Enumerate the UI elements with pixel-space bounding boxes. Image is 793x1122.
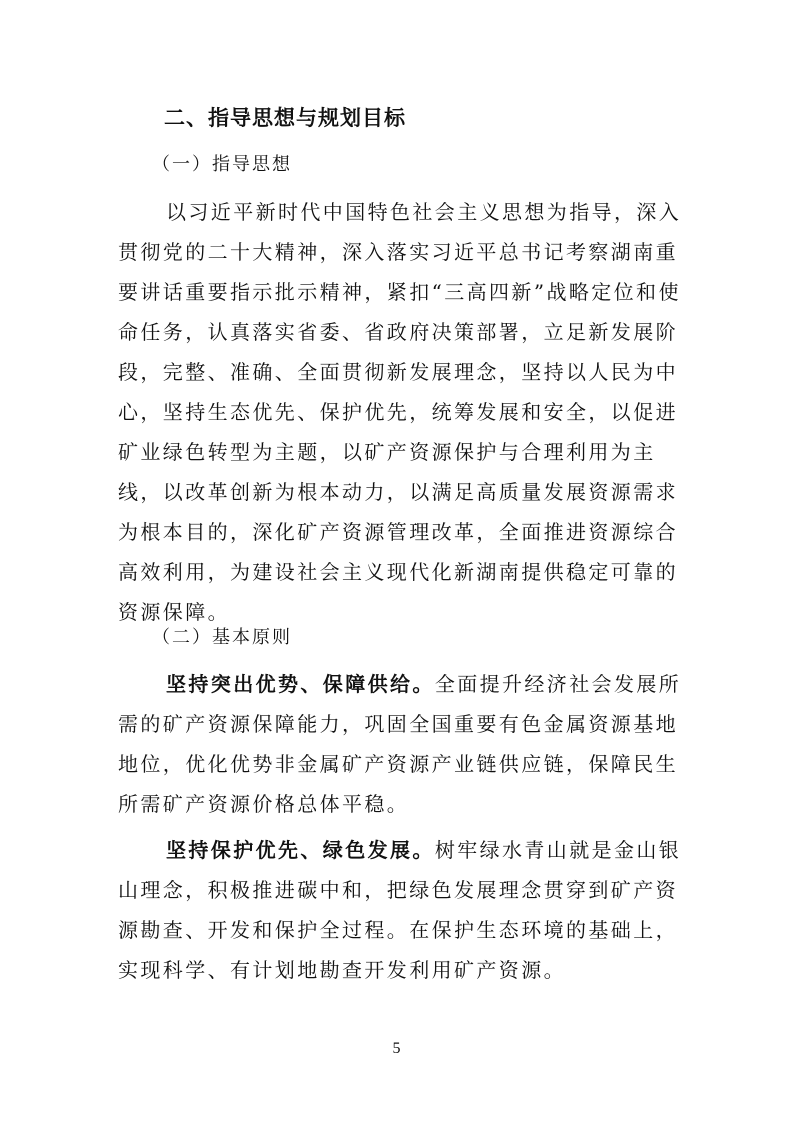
guiding-ideology-paragraph: 以习近平新时代中国特色社会主义思想为指导，深入贯彻党的二十大精神，深入落实习近平总书记考察湖南重要讲话重要指示批示精神，紧扣“三高四新”战略定位和使命任务，认真落实省委、省政府决策部署，立足新发展阶段，完整、准确、全面贯彻新发展理念，坚持以人民为中心，坚持生态优先、保护优先，统筹发展和安全，以促进矿业绿色转型为主题，以矿产资源保护与合理利用为主线，以改革创新为根本动力，以满足高质量发展资源需求为根本目的，深化矿产资源管理改革，全面推进资源综合高效利用，为建设社会主义现代化新湖南提供稳定可靠的资源保障。 [118,200,682,624]
subsection-heading-basic-principles: （二）基本原则 [152,627,292,648]
page-number: 5 [392,1040,401,1057]
subsection-heading-guiding-ideology: （一）指导思想 [152,154,292,175]
principle-2-lead: 坚持保护优先、绿色发展。 [166,838,435,862]
principle-1-text: 全面提升经济社会发展所需的矿产资源保障能力，巩固全国重要有色金属资源基地地位，优化优势非金属矿产资源产业链供应链，保障民生所需矿产资源价格总体平稳。 [118,672,682,816]
principle-paragraph-1 [118,664,688,824]
section-heading: 二、指导思想与规划目标 [164,106,406,130]
principle-1-lead: 坚持突出优势、保障供给。 [166,672,435,696]
principle-2-text: 树牢绿水青山就是金山银山理念，积极推进碳中和，把绿色发展理念贯穿到矿产资源勘查、开发和保护全过程。在保护生态环境的基础上，实现科学、有计划地勘查开发利用矿产资源。 [118,838,682,982]
principle-paragraph-2 [118,830,688,990]
